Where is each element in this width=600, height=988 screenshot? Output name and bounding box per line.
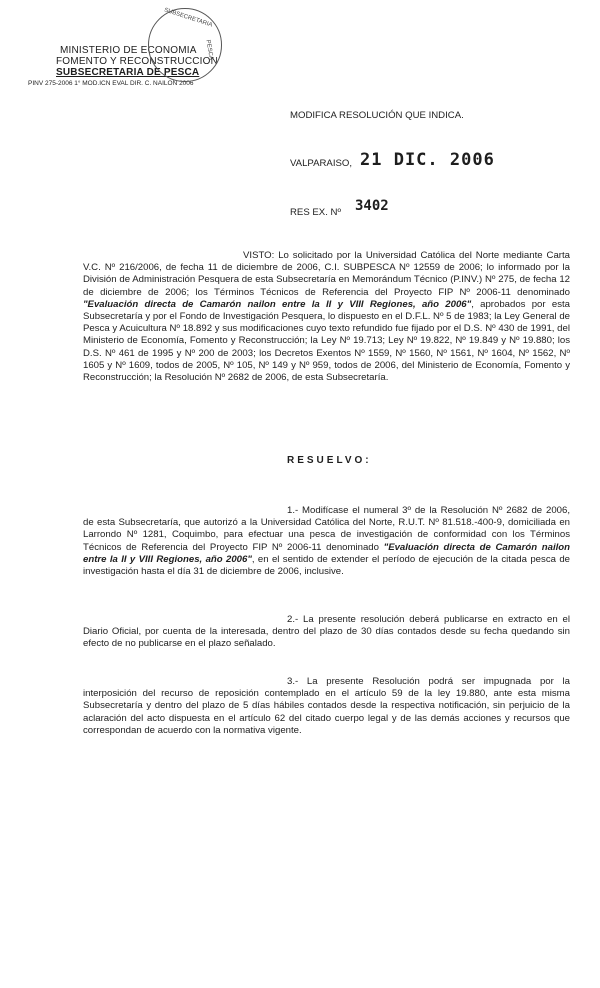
resuelvo-heading: RESUELVO:: [287, 455, 372, 466]
ministry-subtitle: FOMENTO Y RECONSTRUCCION: [56, 56, 219, 67]
visto-project-title: "Evaluación directa de Camarón nailon entre la II y VIII Regiones, año 2006": [83, 298, 472, 310]
visto-text-2: , aprobados por esta Subsecretaría y por el Fondo de Investigación Pesquera, lo dispuesto en el D.F.L. Nº 5 de 1983; la Ley General de Pesca y Acuicultura Nº 18.892 y sus modificaciones cuyo texto refundido fue fijado por el D.S. Nº 430 de 1991, del Ministerio de Economía, Fomento y Reconstrucción; la Ley Nº 19.713; Ley Nº 19.822, Nº 19.849 y Nº 19.880; los D.S. Nº 461 de 1995 y Nº 200 de 2003; los Decretos Exentos Nº 1559, Nº 1560, Nº 1561, Nº 1604, Nº 1562, Nº 1605 y Nº 1609, todos de 2005, Nº 105, Nº 149 y Nº 959, todos de 2006, del Ministerio de Economía, Fomento y Reconstrucción; la Resolución Nº 2682 de 2006, de esta Subsecretaría.: [83, 298, 570, 384]
resex-label: RES EX. Nº: [290, 207, 341, 218]
resolution-item-2: 2.- La presente resolución deberá publicarse en extracto en el Diario Oficial, por cuenta de la interesada, dentro del plazo de 30 días contados desde su fecha quedando sin efecto de no publicarse en el plazo señalado.: [83, 614, 570, 650]
subsecretaria-name: SUBSECRETARIA DE PESCA: [56, 67, 200, 78]
document-date: 21 DIC. 2006: [360, 150, 495, 170]
visto-paragraph: [83, 250, 570, 384]
stamp-top-text: SUBSECRETARIA: [163, 7, 213, 29]
resolution-item-1: [83, 505, 570, 578]
resex-number: 3402: [355, 198, 389, 214]
stamp-side-text: PESCA: [204, 39, 214, 61]
place-label: VALPARAISO,: [290, 158, 353, 169]
ministry-name: MINISTERIO DE ECONOMIA: [60, 45, 197, 56]
item1-project-title: "Evaluación directa de Camarón nailon entre la II y VIII Regiones, año 2006": [83, 541, 571, 565]
document-title: MODIFICA RESOLUCIÓN QUE INDICA.: [290, 110, 464, 121]
visto-text-1: VISTO: Lo solicitado por la Universidad Católica del Norte mediante Carta V.C. Nº 216/2006, de fecha 11 de diciembre de 2006, C.I. SUBPESCA Nº 12559 de 2006; lo informado por la División de Administración Pesquera de esta Subsecretaría en Memorándum Técnico (P.INV.) Nº 275, de fecha 12 de diciembre de 2006; los Términos Técnicos de Referencia del Proyecto FIP Nº 2006-11 denominado: [83, 250, 570, 298]
resolution-item-3: 3.- La presente Resolución podrá ser impugnada por la interposición del recurso de reposición contemplado en el artículo 59 de la ley 19.880, ante esta misma Subsecretaría y dentro del plazo de 5 días hábiles contados desde la respectiva notificación, sin perjuicio de la aclaración del acto dispuesta en el artículo 62 del citado cuerpo legal y de las demás acciones y recursos que correspondan de acuerdo con la normativa vigente.: [83, 676, 570, 736]
item1-text-a: 1.- Modifícase el numeral 3º de la Resolución Nº 2682 de 2006, de esta Subsecretaría, que autorizó a la Universidad Católica del Norte, R.U.T. Nº 81.518.-400-9, domiciliada en Larrondo Nº 1281, Coquimbo, para efectuar una pesca de investigación de conformidad con los Términos Técnicos de Referencia del Proyecto FIP Nº 2006-11 denominado: [83, 505, 570, 553]
item1-text-b: , en el sentido de extender el período de ejecución de la citada pesca de investigación hasta el día 31 de diciembre de 2006, inclusive.: [83, 553, 570, 578]
pinv-reference: PINV 275-2006 1° MOD.ICN EVAL DIR. C. NAILON 2006: [28, 80, 194, 87]
official-stamp: [148, 8, 222, 82]
